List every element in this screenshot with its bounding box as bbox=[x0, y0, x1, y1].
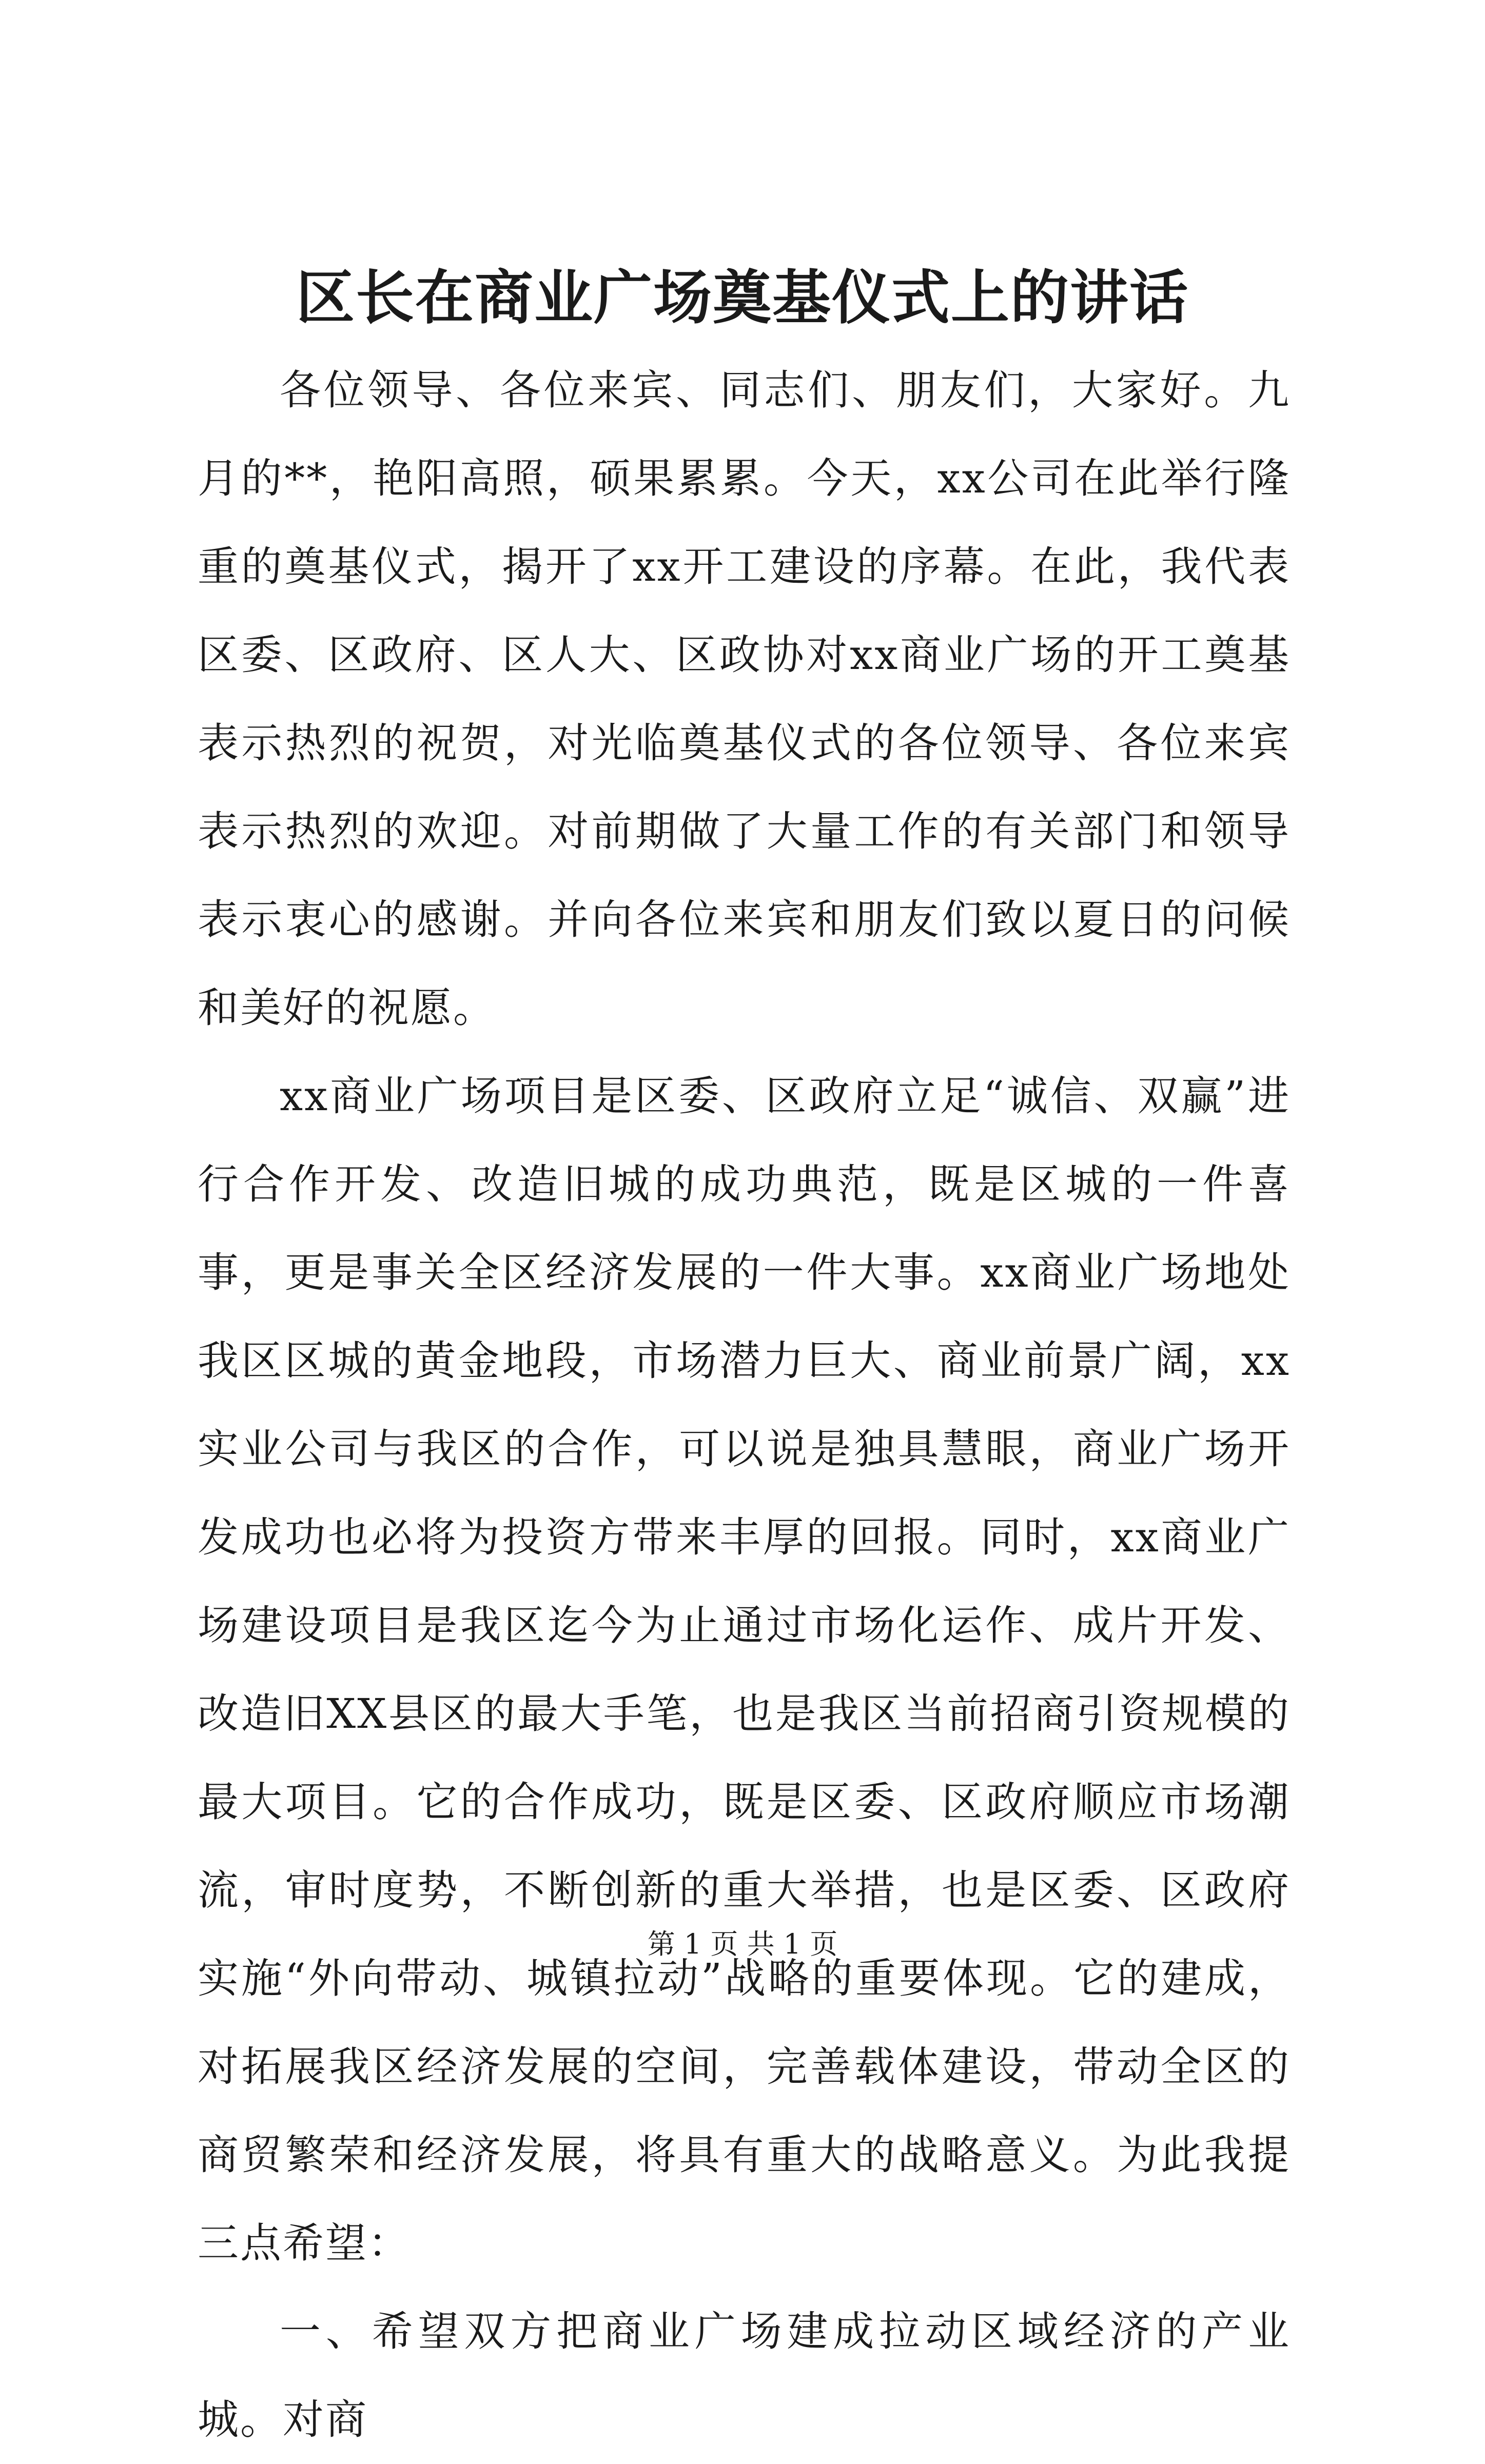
paragraph-hope-one: 一、希望双方把商业广场建成拉动区域经济的产业城。对商 bbox=[198, 2308, 1291, 2443]
document-title: 区长在商业广场奠基仪式上的讲话 bbox=[296, 263, 1189, 332]
page-footer: 第 1 页 共 1 页 bbox=[647, 1928, 838, 1960]
document-body bbox=[198, 346, 1291, 2464]
paragraph-project-significance: xx商业广场项目是区委、区政府立足“诚信、双赢”进行合作开发、改造旧城的成功典范，既是区城的一件喜事，更是事关全区经济发展的一件大事。xx商业广场地处我区区城的黄金地段，市场潜力巨大、商业前景广阔，xx实业公司与我区的合作，可以说是独具慧眼，商业广场开发成功也必将为投资方带来丰厚的回报。同时，xx商业广场建设项目是我区迄今为止通过市场化运作、成片开发、改造旧XX县区的最大手笔，也是我区当前招商引资规模的最大项目。它的合作成功，既是区委、区政府顺应市场潮流，审时度势，不断创新的重大举措，也是区委、区政府实施“外向带动、城镇拉动”战略的重要体现。它的建成，对拓展我区经济发展的空间，完善载体建设，带动全区的商贸繁荣和经济发展，将具有重大的战略意义。为此我提三点希望： bbox=[198, 1072, 1291, 2267]
paragraph-greeting: 各位领导、各位来宾、同志们、朋友们，大家好。九月的**，艳阳高照，硕果累累。今天，xx公司在此举行隆重的奠基仪式，揭开了xx开工建设的序幕。在此，我代表区委、区政府、区人大、区政协对xx商业广场的开工奠基表示热烈的祝贺，对光临奠基仪式的各位领导、各位来宾表示热烈的欢迎。对前期做了大量工作的有关部门和领导表示衷心的感谢。并向各位来宾和朋友们致以夏日的问候和美好的祝愿。 bbox=[198, 366, 1291, 1032]
